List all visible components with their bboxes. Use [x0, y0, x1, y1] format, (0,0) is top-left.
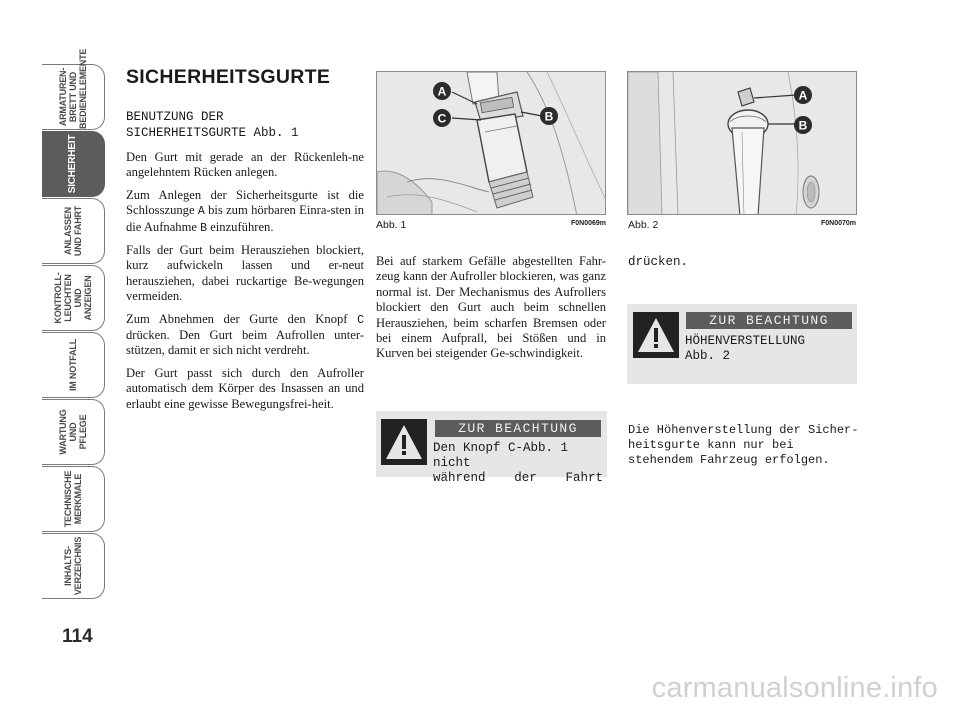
warning-box-1: [376, 411, 607, 485]
paragraph-retractor: Bei auf starkem Gefälle abgestellten Fahr-zeug kann der Aufroller blockieren, was ganz normal ist. Der Mechanismus des Aufrollers blockiert den Gurt auch beim schnellen Herausziehen, beim scharfen Bremsen oder bei einem Aufprall, bei Stößen und in Kurven bei steigender Ge-schwindigkeit.: [376, 254, 606, 361]
tab-label: ARMATUREN- BRETT UND BEDIENELEMENTE: [58, 48, 88, 129]
tab-label: IM NOTFALL: [68, 339, 78, 391]
warning-heading: ZUR BEACHTUNG: [435, 420, 601, 437]
seatbelt-height-illustration: [628, 72, 857, 215]
figure-1-seatbelt-buckle: [376, 71, 606, 215]
tab-label: WARTUNG UND PFLEGE: [58, 409, 88, 455]
warning-text: Den Knopf C-Abb. 1 nicht während der Fahrt: [433, 441, 603, 485]
svg-text:C: C: [437, 111, 447, 126]
warning-icon: [633, 312, 679, 358]
subheading-line-2: SICHERHEITSGURTE Abb. 1: [126, 126, 299, 140]
figure-1-code: F0N0069m: [571, 220, 607, 227]
section-title: SICHERHEITSGURTE: [126, 66, 331, 88]
subheading-line-1: BENUTZUNG DER: [126, 110, 224, 124]
svg-text:B: B: [798, 118, 808, 133]
warning-box-2: [627, 304, 857, 384]
tab-label: SICHERHEIT: [67, 134, 78, 194]
paragraph-3: Falls der Gurt beim Herausziehen blockiert, kurz aufwickeln lassen und er-neut herausziehen, dabei ruckartige Be-wegungen vermeiden.: [126, 243, 364, 304]
column-2: [376, 254, 606, 369]
warning-text: HÖHENVERSTELLUNG Abb. 2: [685, 334, 806, 363]
tab-inhaltsverzeichnis[interactable]: [42, 533, 105, 599]
warning-icon: [381, 419, 427, 465]
tab-label: TECHNISCHE MERKMALE: [63, 470, 83, 528]
paragraph-1: Den Gurt mit gerade an der Rückenleh-ne angelehntem Rücken anlegen.: [126, 150, 364, 180]
paragraph-5: Der Gurt passt sich durch den Aufroller automatisch dem Körper des Insassen an und erlaubt eine gewisse Bewegungsfrei-heit.: [126, 365, 364, 411]
paragraph-2: Zum Anlegen der Sicherheitsgurte ist die Schlosszunge A bis zum hörbaren Einra-sten in die Aufnahme B einzuführen.: [126, 187, 364, 235]
svg-text:A: A: [798, 88, 808, 103]
tab-label: KONTROLL- LEUCHTEN UND ANZEIGEN: [53, 272, 93, 324]
column-1: [126, 66, 364, 419]
seatbelt-buckle-illustration: [377, 72, 606, 215]
figure-2-caption: Abb. 2: [628, 219, 659, 231]
figure-1-caption: Abb. 1: [376, 219, 407, 231]
watermark: carmanualsonline.info: [651, 672, 938, 704]
svg-text:A: A: [437, 84, 447, 99]
tab-anlassen[interactable]: [42, 198, 105, 264]
warning-heading: ZUR BEACHTUNG: [686, 312, 852, 329]
tab-label: ANLASSEN UND FAHRT: [63, 205, 83, 257]
tab-kontrollleuchten[interactable]: [42, 265, 105, 331]
tab-wartung[interactable]: [42, 399, 105, 465]
page-number: 114: [62, 626, 93, 647]
continued-text: drücken.: [628, 255, 689, 269]
subheading: [126, 109, 364, 141]
svg-text:B: B: [544, 109, 554, 124]
paragraph-4: Zum Abnehmen der Gurte den Knopf C drücken. Den Gurt beim Aufrollen unter-stützen, damit er sich nicht verdreht.: [126, 311, 364, 358]
figure-2-code: F0N0070m: [821, 220, 857, 227]
figure-2-height-adjustment: [627, 71, 857, 215]
tab-armaturenbrett[interactable]: [42, 48, 105, 130]
tab-technische-merkmale[interactable]: [42, 466, 105, 532]
height-adjustment-note: Die Höhenverstellung der Sicher-heitsgurte kann nur bei stehendem Fahrzeug erfolgen.: [628, 423, 859, 467]
tab-sicherheit[interactable]: [42, 131, 105, 197]
tab-label: INHALTS- VERZEICHNIS: [63, 536, 83, 596]
tab-im-notfall[interactable]: [42, 332, 105, 398]
